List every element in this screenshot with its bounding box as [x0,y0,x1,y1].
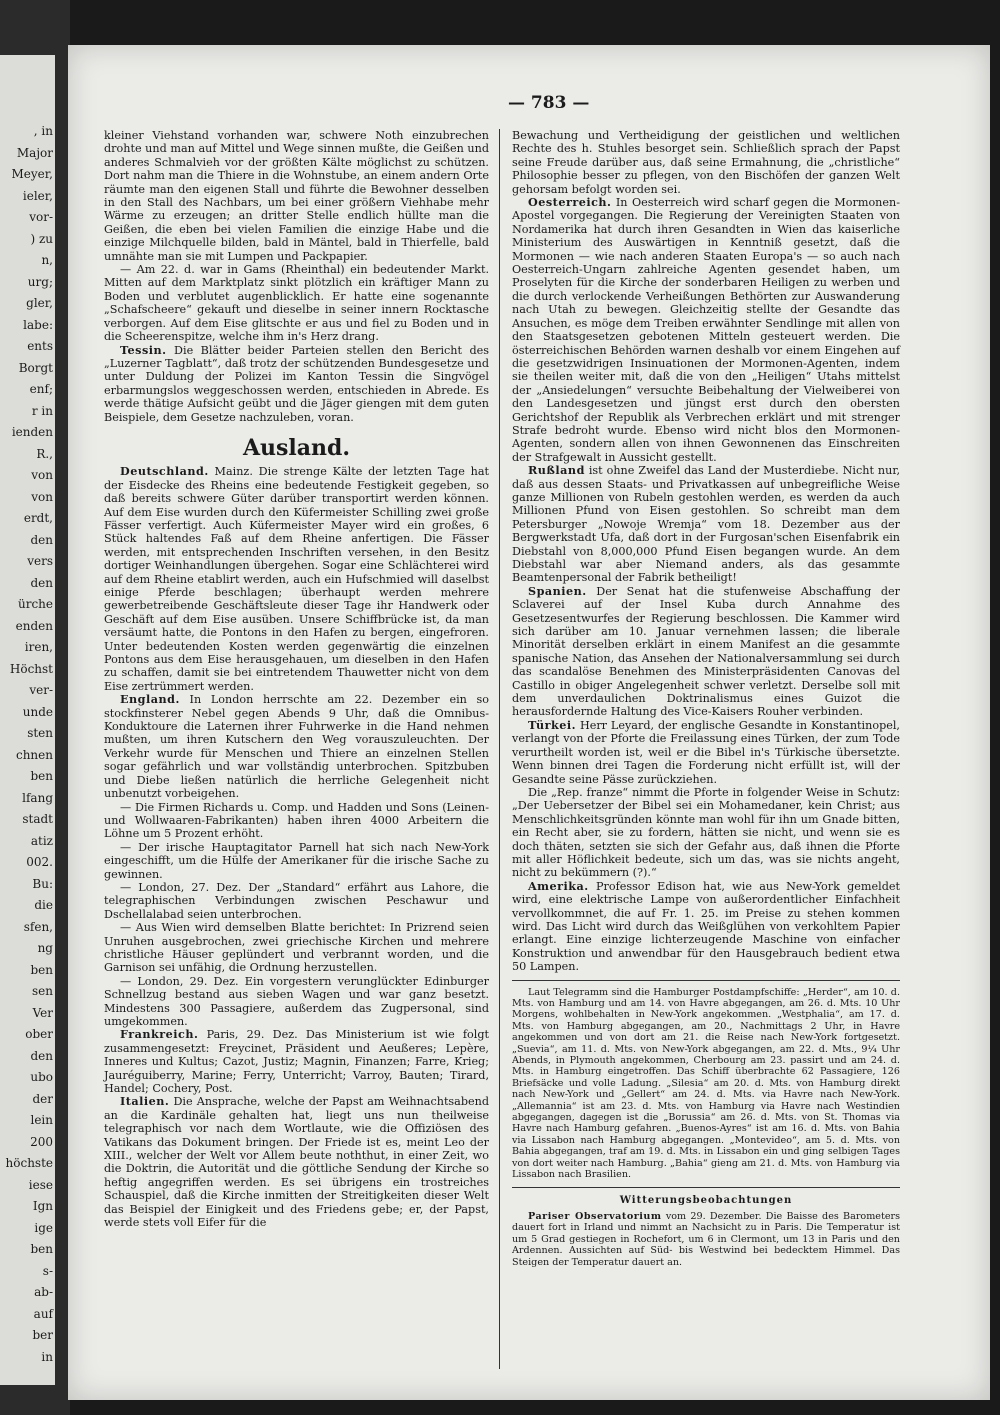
tuerkei-text: Herr Leyard, der englische Gesandte in Konstantinopel, verlangt von der Pforte die Freilassung eines Türken, der zum Tode verurtheilt worden ist, weil er die Bibel in's Türkische übersetzte. Wenn binnen drei Tagen die Forderung nicht erfüllt ist, will der Gesandte seine Pässe zurückziehen. [512,718,900,786]
section-head-russland: Rußland [528,463,585,478]
spanien-text: Der Senat hat die stufenweise Abschaffung der Sclaverei auf der Insel Kuba durch Annahme des Gesetzesentwurfes der Regierung beschlossen. Die Kammer wird sich darüber am 10. Januar vernehmen lassen; die liberale Minorität derselben erklärt in einem Manifest an die gesammte spanische Nation, das Ansehen der Nationalversammlung sei durch das scandalöse Benehmen des Ministerpräsidenten Canovas del Castillo in obiger Angelegenheit schwer verletzt. Derselbe soll mit dem unverdaulichen Doktrinalismus eines Guizot die herausfordernde Haltung des Vice-Kaisers Rouher verbinden. [512,584,900,719]
previous-page-fragment: ienden [11,425,53,439]
england-article [104,693,489,800]
previous-page-fragment: ab- [34,1285,53,1299]
section-head-amerika: Amerika. [528,878,589,893]
previous-page-fragment: chnen [15,747,53,762]
england-text: In London herrschte am 22. Dezember ein so stockfinsterer Nebel gegen Abends 9 Uhr, daß die Omnibus-Konduktoure die Laternen ihrer Fuhrwerke in die Hand nehmen mußten, um ihren Kutschern den Weg vorauszuleuchten. Der Verkehr wurde für Menschen und Thiere an einzelnen Stellen sogar gefährlich und war vollständig unterbrochen. Spitzbuben und Diebe ließen natürlich die herrliche Gelegenheit nicht unbenutzt vorbeigehen. [104,693,490,801]
weather-head: Pariser Observatorium [528,1210,662,1222]
previous-page-fragment: die [34,898,53,912]
previous-page-fragment: von [31,468,53,482]
article-paragraph: — Der irische Hauptagitator Parnell hat sich nach New-York eingeschifft, um die Hülfe der Amerikaner für die irische Sache zu gewinnen. [104,840,489,881]
previous-page-fragment: lfang [22,790,53,805]
section-title-ausland: Ausland. [242,434,351,461]
deutschland-article [104,465,489,693]
previous-page-fragment: ieler, [22,188,53,203]
previous-page-fragment: vers [27,554,53,568]
previous-page-fragment: ) zu [30,231,53,246]
column-divider [499,129,500,1369]
previous-page-fragment: iren, [24,640,53,654]
previous-page-fragment: ber [32,1328,53,1342]
weather-title: Witterungsbeobachtungen [619,1194,793,1206]
previous-page-fragment: ng [37,941,53,955]
page-number: — 783 — [508,93,590,113]
previous-page-fragment: den [30,1048,53,1063]
tessin-article [104,344,489,424]
previous-page-fragment: n, [41,253,53,267]
previous-page-fragment: ürche [17,597,53,611]
previous-page-fragment: ben [30,962,53,977]
previous-page-fragment: ben [30,1242,53,1256]
previous-page-fragment: vor- [29,210,53,224]
previous-page-fragment: Major [16,145,53,160]
article-paragraph: — Am 22. d. war in Gams (Rheinthal) ein bedeutender Markt. Mitten auf dem Marktplatz sinkt plötzlich ein kräftiger Mann zu Boden und verblutet augenblicklich. Er hatte eine sogenannte „Schafscheere“ gekauft und dieselbe in seiner innern Rocktasche verborgen. Auf dem Eise glitschte er aus und fiel zu Boden und in die Scheerenspitze, welche ihm in's Herz drang. [104,263,489,344]
frankreich-text: Paris, 29. Dez. Das Ministerium ist wie folgt zusammengesetzt: Freycinet, Präsident und Aeußeres; Lepère, Inneres und Kultus; Cazot, Justiz; Magnin, Finanzen; Farre, Krieg; Jauréguiberry, Marine; Ferry, Unterricht; Varroy, Bauten; Tirard, Handel; Cochery, Post. [104,1028,489,1096]
previous-page-fragment: 002. [26,855,53,869]
previous-page-fragment: ents [27,339,53,353]
previous-page-fragment: Borgt [18,360,53,375]
previous-page-fragment: iese [28,1177,53,1192]
previous-page-fragment: urg; [27,274,53,289]
previous-page-fragment: Ver [32,1005,53,1020]
section-rule [512,980,900,981]
previous-page-fragment: ober [25,1027,53,1041]
oesterreich-article [512,196,900,464]
article-paragraph: Bewachung und Vertheidigung der geistlichen und weltlichen Rechte des h. Stuhles besorget sein. Schließlich sprach der Papst seine Freude darüber aus, daß seine Ermahnung, die „christliche“ Philosophie besser zu pflegen, von den Bischöfen der ganzen Welt gehorsam befolgt worden sei. [512,129,900,196]
oesterreich-text: In Oesterreich wird scharf gegen die Mormonen-Apostel vorgegangen. Die Regierung der Vereinigten Staaten von Nordamerika hat durch ihren Gesandten in Wien das kaiserliche Ministerium des Auswärtigen in Kenntniß gesetzt, daß die Mormonen — wie nach anderen Staaten Europa's — so auch nach Oesterreich-Ungarn zahlreiche Agenten gesendet haben, um Proselyten für die Kirche der sonderbaren Heiligen zu werben und die durch verlockende Verheißungen Bethörten zur Auswanderung nach Utah zu bewegen. Gleichzeitig stellte der Gesandte das Ansuchen, es möge dem Treiben erwähnter Sendlinge mit allen von den Staatsgesetzen gebotenen Mitteln gesteuert werden. Die österreichischen Behörden warnen deshalb vor einem Eingehen auf die gesetzwidrigen Insinuationen der Mormonen-Agenten, indem sie theilen weiter mit, daß die von den „Heiligen“ Utahs mittelst der „Ansiedelungen“ versuchte Beibehaltung der Vielweiberei von den Landesgesetzen und jüngst erst durch den obersten Gerichtshof der Republik als Verbrechen erklärt und mit strenger Strafe bedroht wurde. Ebenso wird nicht blos den Mormonen-Agenten, sondern allen von ihnen Gewonnenen das Einschreiten der Strafgewalt in Aussicht gestellt. [512,196,900,464]
previous-page-fragment: atiz [30,833,53,848]
previous-page-fragment: den [30,532,53,547]
frankreich-article [104,1028,489,1095]
section-head-deutschland: Deutschland. [120,464,209,479]
article-paragraph: kleiner Viehstand vorhanden war, schwere Noth einzubrechen drohte und man auf Mittel und Wege sinnen mußte, die Geißen und anderes Schmalvieh vor der größten Kälte möglichst zu schützen. Dort nahm man die Thiere in die Wohnstube, an einem andern Orte räumte man den eigenen Stall und führte die Bewohner desselben in den Stall des Nachbars, um bei einer größern Viehhabe mehr Wärme zu erzeugen; an dritter Stelle endlich hüllte man die Geißen, die eben bei vielen Familien die einzige Habe und die einzige Milchquelle bilden, bald in Mäntel, bald in Thierfelle, bald umnähte man sie mit Lumpen und Packpapier. [104,129,489,263]
previous-page-fragment: Höchst [9,661,53,676]
amerika-text: Professor Edison hat, wie aus New-York gemeldet wird, eine elektrische Lampe von außerordentlicher Einfachheit vervollkommnet, die auf Fr. 1. 25. im Preise zu stehen kommen wird. Das Licht wird durch das Weißglühen von verkohltem Papier erlangt. Eine einzige lichterzeugende Maschine von einfacher Konstruktion und anwendbar für den Hausgebrauch bedient etwa 50 Lampen. [512,879,901,974]
previous-page-fragment: lein [30,1113,53,1127]
italien-article [104,1095,489,1229]
previous-page-fragment: sfen, [23,919,53,934]
previous-page-fragment: sten [27,726,53,740]
article-paragraph: — Aus Wien wird demselben Blatte berichtet: In Prizrend seien Unruhen ausgebrochen, zwei griechische Kirchen und mehrere christliche Häuser geplündert und verbrannt worden, und die Garnison sei unfähig, die Ordnung herzustellen. [104,921,489,975]
previous-page-fragment: 200 [30,1134,53,1149]
weather-report [512,1211,900,1268]
previous-page-fragment: ubo [30,1070,53,1084]
previous-page-fragment: erdt, [23,511,53,525]
amerika-article [512,880,900,974]
previous-page-fragment: der [32,1091,53,1106]
previous-page-fragment: unde [22,704,53,719]
section-head-oesterreich: Oesterreich. [528,195,612,210]
previous-page-fragment: s- [42,1263,53,1278]
section-head-england: England. [120,692,180,707]
section-head-tuerkei: Türkei. [528,717,577,732]
spanien-article [512,585,900,719]
article-paragraph: — London, 27. Dez. Der „Standard“ erfährt aus Lahore, die telegraphischen Verbindungen zwischen Peschawur und Dschellalabad seien unterbrochen. [104,880,489,921]
previous-page-fragment: R., [36,446,53,461]
shipping-notice: Laut Telegramm sind die Hamburger Postdampfschiffe: „Herder“, am 10. d. Mts. von Hamburg und am 14. von Havre abgegangen, am 26. d. Mts. 10 Uhr Morgens, wohlbehalten in New-York angekommen. „Westphalia“, am 17. d. Mts. von Hamburg abgegangen, am 20., Nachmittags 2 Uhr, in Havre angekommen und von dort am 21. die Reise nach New-York fortgesetzt. „Suevia“, am 11. d. Mts. von New-York abgegangen, am 22. d. Mts., 9¼ Uhr Abends, in Plymouth angekommen, Cherbourg am 23. passirt und am 24. d. Mts. in Hamburg eingetroffen. Das Schiff überbrachte 62 Passagiere, 126 Briefsäcke und volle Ladung. „Silesia“ am 20. d. Mts. von Hamburg direkt nach New-York und „Gellert“ am 24. d. Mts. via Havre nach New-York. „Allemannia“ ist am 23. d. Mts. von Hamburg via Havre nach Westindien abgegangen, dagegen ist die „Borussia“ am 26. d. Mts. von St. Thomas via Havre nach Hamburg gefahren. „Buenos-Ayres“ ist am 16. d. Mts. von Bahia via Lissabon nach Hamburg abgegangen. „Montevideo“, am 5. d. Mts. von Bahia abgegangen, traf am 19. d. Mts. in Lissabon ein und ging selbigen Tages von dort weiter nach Hamburg. „Bahia“ gieng am 21. d. Mts. von Hamburg via Lissabon nach Brasilien. [512,986,900,1181]
previous-page-fragment: Ign [32,1199,53,1213]
tuerkei-article [512,719,900,786]
previous-page-fragment: labe: [23,317,53,332]
section-head-italien: Italien. [120,1094,170,1109]
article-paragraph: Die „Rep. franze“ nimmt die Pforte in folgender Weise in Schutz: „Der Uebersetzer der Bibel sei ein Mohamedaner, kein Christ; aus Menschlichkeitsgründen könnte man wohl für ihn um Gnade bitten, ein Recht aber, sie zu fordern, hätten sie nicht, und wenn sie es doch thäten, setzten sie sich der Gefahr aus, daß ihnen die Pforte mit aller Höflichkeit bedeute, sich um das, was sie nichts angeht, nicht zu bekümmern (?).“ [512,785,900,880]
russland-article [512,464,900,585]
previous-page-fragment: ige [34,1220,53,1235]
previous-page-fragment: ben [30,769,53,783]
previous-page-fragment: den [30,575,53,590]
previous-page-fragment: gler, [26,296,53,310]
right-column [512,129,900,1268]
previous-page-fragment: stadt [22,812,53,826]
previous-page-margin [0,55,55,1385]
previous-page-fragment: höchste [5,1156,53,1170]
section-head-tessin: Tessin. [120,342,167,357]
russland-text: ist ohne Zweifel das Land der Musterdiebe. Nicht nur, daß aus dessen Staats- und Privatkassen auf unbegreifliche Weise ganze Millionen von Rubeln gestohlen werden, es werden da auch Millionen Pfund von Eisen gestohlen. So schreibt man dem Petersburger „Nowoje Wremja“ vom 18. Dezember aus der Bergwerkstadt Ufa, daß dort in der Furgosan'schen Eisenfabrik ein Diebstahl von 8,000,000 Pfund Eisen begangen wurde. An dem Diebstahl war aber Niemand anders, als das gesammte Beamtenpersonal der Fabrik betheiligt! [512,464,900,585]
italien-text: Die Ansprache, welche der Papst am Weihnachtsabend an die Kardinäle gehalten hat, liegt uns nun theilweise telegraphisch vor nach dem Wortlaute, wie die Offiziösen des Vatikans das Dokument bringen. Der Friede ist es, meint Leo der XIII., welcher der Welt vor Allem beute noththut, in einer Zeit, wo die Doktrin, die Autorität und die göttliche Sendung der Kirche so heftig angegriffen werden. Es sei übrigens ein trostreiches Schauspiel, daß die Kirche inmitten der Streitigkeiten dieser Welt das Beispiel der Einigkeit und des Friedens gebe; er, der Papst, werde stets voll Eifer für die [104,1095,489,1230]
previous-page-fragment: enden [15,618,53,633]
previous-page-fragment: von [31,489,53,504]
section-rule [512,1187,900,1188]
weather-text: vom 29. Dezember. Die Baisse des Barometers dauert fort in Irland und nimmt an Nachsicht zu in Paris. Die Temperatur ist um 5 Grad gestiegen in Rochefort, um 6 in Clermont, um 13 in Paris und den Ardennen. Aussichten auf Süd- bis Westwind bei bedecktem Himmel. Das Steigen der Temperatur dauert an. [512,1210,901,1268]
section-head-spanien: Spanien. [528,583,587,598]
previous-page-fragment: sen [32,984,53,998]
article-paragraph: — Die Firmen Richards u. Comp. und Hadden und Sons (Leinen- und Wollwaaren-Fabrikanten) haben ihren 4000 Arbeitern die Löhne um 5 Prozent erhöht. [104,800,489,841]
previous-page-fragment: Meyer, [11,167,53,181]
deutschland-text: Mainz. Die strenge Kälte der letzten Tage hat der Eisdecke des Rheins eine bedeutende Festigkeit gegeben, so daß bereits schwere Güter darüber transportirt werden können. Auf dem Eise wurden durch den Küfermeister Schilling zwei große Fässer verfertigt. Auch Küfermeister Mayer wird ein großes, 6 Stück haltendes Faß auf dem Rheine anfertigen. Die Fässer werden, mit entsprechenden Inschriften versehen, in den Besitz dortiger Weinhandlungen übergehen. Sogar eine Schlächterei wird auf dem Rheine etablirt werden, auch ein Hufschmied will daselbst einige Pferde beschlagen; überhaupt werden mehrere gewerbetreibende Geschäftsleute dieser Tage ihr Handwerk oder Geschäft auf dem Eise ausüben. Unsere Schiffbrücke ist, da man versäumt hatte, die Pontons in den Hafen zu bergen, eingefroren. Unter bedeutenden Kosten werden gegenwärtig die einzelnen Pontons aus dem Eise herausgehauen, um dieselben in den Hafen zu schaffen, damit sie bei eintretendem Thauwetter nicht von dem Eise zertrümmert werden. [104,465,489,693]
newspaper-page [68,45,990,1400]
section-head-frankreich: Frankreich. [120,1027,199,1042]
previous-page-fragment: r in [31,403,53,418]
previous-page-fragment: ver- [29,683,53,697]
article-paragraph: — London, 29. Dez. Ein vorgestern verunglückter Edinburger Schnellzug bestand aus sieben Wagen und war ganz besetzt. Mindestens 300 Passagiere, außerdem das Zugpersonal, sind umgekommen. [104,974,489,1028]
previous-page-fragment: enf; [29,382,53,396]
previous-page-fragment: Bu: [32,876,53,891]
previous-page-fragment: auf [33,1306,53,1321]
previous-page-fragment: in [41,1349,53,1364]
tessin-text: Die Blätter beider Parteien stellen den Bericht des „Luzerner Tagblatt“, daß trotz der schützenden Bundesgesetze und unter Duldung der Polizei im Kanton Tessin die Singvögel erbarmungslos weggeschossen werden, entschieden in Abrede. Es werde thätige Aufsicht geübt und die Jäger giengen mit dem guten Beispiele, dem Gesetze nachzuleben, voran. [104,343,489,424]
previous-page-fragment: , in [33,124,53,138]
left-column [104,129,489,1230]
